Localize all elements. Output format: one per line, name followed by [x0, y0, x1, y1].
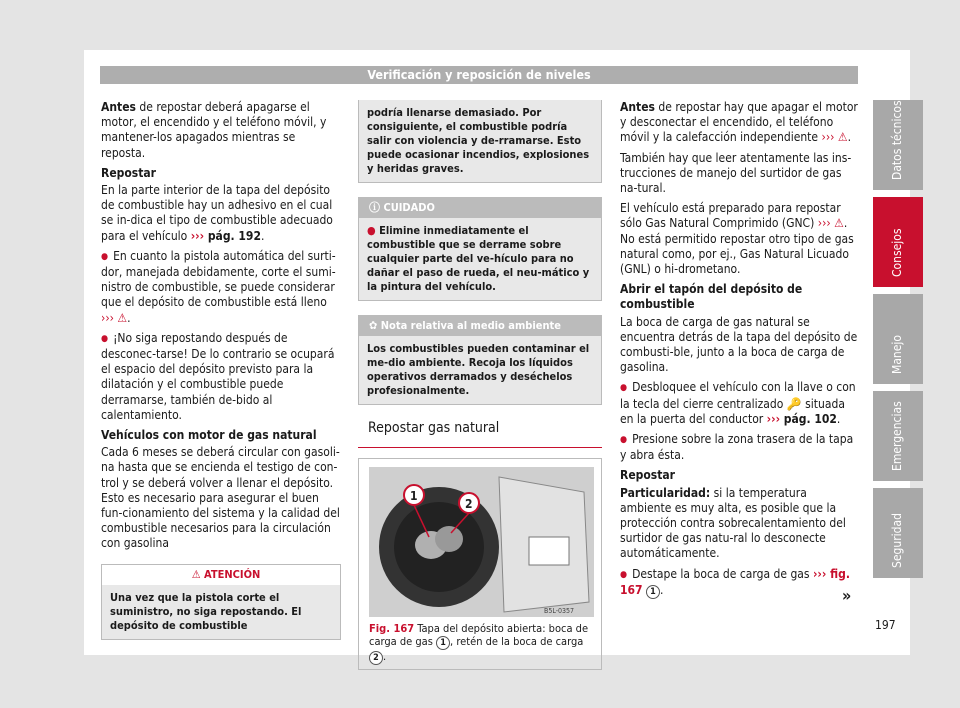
- svg-text:2: 2: [465, 497, 473, 512]
- info-icon: ⓘ: [369, 201, 380, 214]
- svg-text:1: 1: [410, 489, 418, 504]
- bullet-item: ● Destape la boca de carga de gas ››› fig. 167 1 .: [620, 567, 860, 599]
- heading-repostar-2: Repostar: [620, 468, 675, 483]
- column-2: [358, 100, 602, 670]
- paragraph: Particularidad: si la temperatura ambiente es muy alta, es posible que la protección contra sobrecalentamiento del surtidor de gas natu-ral lo desconecte automáticamente.: [620, 485, 846, 561]
- tab-seguridad[interactable]: Seguridad: [873, 488, 923, 578]
- paragraph: El vehículo está preparado para repostar sólo Gas Natural Comprimido (GNC) ››› ⚠. No está permitido repostar otro tipo de gas natural como, por ej., Gas Natural Licuado (GNL) o hi-drometano.: [620, 201, 854, 277]
- tab-emergencias[interactable]: Emergencias: [873, 391, 923, 481]
- page-header: Verificación y reposición de niveles: [100, 66, 858, 84]
- paragraph: Antes de repostar hay que apagar el motor y desconectar el encendido, el teléfono móvil y la calefacción independiente ››› ⚠.: [620, 100, 858, 145]
- cuidado-box: ⓘ CUIDADO ● Elimine inmediatamente el combustible que se derrame sobre cualquier parte del ve-hículo para no dañar el paso de rueda, el neu-mático y la pintura del vehículo.: [358, 197, 602, 301]
- svg-text:B5L-0357: B5L-0357: [544, 607, 575, 616]
- figure-167: [358, 458, 602, 670]
- warning-icon: ⚠: [191, 567, 201, 581]
- column-3: [620, 100, 860, 604]
- bullet-item: ● ¡No siga repostando después de desconec-tarse! De lo contrario se ocupará el espacio del depósito previsto para la dilatación y el combustible puede derramarse, también de-bido al calentamiento.: [101, 331, 341, 423]
- section-title: Repostar gas natural: [368, 420, 500, 436]
- paragraph: En la parte interior de la tapa del depósito de combustible hay un adhesivo en el cual se in-dica el tipo de combustible adecuado para el vehículo ››› pág. 192.: [101, 183, 333, 243]
- tab-consejos[interactable]: Consejos: [873, 197, 923, 287]
- figure-caption: Fig. 167 Tapa del depósito abierta: boca de carga de gas 1 , retén de la boca de carga 2 .: [369, 622, 589, 664]
- leaf-icon: ✿: [369, 319, 378, 332]
- column-1: [101, 100, 341, 640]
- paragraph: También hay que leer atentamente las ins-trucciones de manejo del surtidor de gas na-tural.: [620, 150, 852, 196]
- fuel-cap-image: [369, 467, 594, 617]
- tab-manejo[interactable]: Manejo: [873, 294, 923, 384]
- page-number: 197: [875, 618, 896, 632]
- key-icon: 🔑: [786, 396, 802, 411]
- environment-box: ✿ Nota relativa al medio ambiente Los combustibles pueden contaminar el me-dio ambiente. Recoja los líquidos operativos derramados y deséchelos profesionalmente.: [358, 315, 602, 405]
- heading-repostar: Repostar: [101, 165, 156, 180]
- heading-gas: Vehículos con motor de gas natural: [101, 428, 317, 443]
- bullet-item: ● En cuanto la pistola automática del surti-dor, manejada debidamente, corte el sumi-nistro de combustible, se puede considerar que el depósito de combustible está lleno ››› ⚠.: [101, 249, 341, 326]
- paragraph: La boca de carga de gas natural se encuentra detrás de la tapa del depósito de combusti-ble, junto a la boca de carga de gasolina.: [620, 314, 858, 375]
- paragraph: Antes de repostar deberá apagarse el motor, el encendido y el teléfono móvil, y mantener-los apagados mientras se reposta.: [101, 100, 327, 160]
- attention-box-cont: podría llenarse demasiado. Por consiguiente, el combustible podría salir con violencia y de-rramarse. Esto puede ocasionar incendios, explosiones y heridas graves.: [358, 100, 602, 183]
- continue-marker: »: [842, 586, 852, 605]
- bullet-item: ● Desbloquee el vehículo con la llave o con la tecla del cierre centralizado 🔑 situada en la puerta del conductor ››› pág. 102.: [620, 380, 860, 427]
- bullet-item: ● Presione sobre la zona trasera de la tapa y abra ésta.: [620, 432, 860, 463]
- paragraph: Cada 6 meses se deberá circular con gasoli-na hasta que se encienda el testigo de con-trol y se deberá volver a llenar el depósito. Esto es necesario para asegurar el buen fun-cionamiento del sistema y la calidad del combustible necesarios para la circulación con gasolina: [101, 445, 340, 551]
- tab-datos-tecnicos[interactable]: Datos técnicos: [873, 100, 923, 190]
- attention-box: ⚠ ATENCIÓN Una vez que la pistola corte el suministro, no siga repostando. El depósito de combustible: [101, 564, 341, 640]
- heading-tapon: Abrir el tapón del depósito de combustible: [620, 282, 803, 312]
